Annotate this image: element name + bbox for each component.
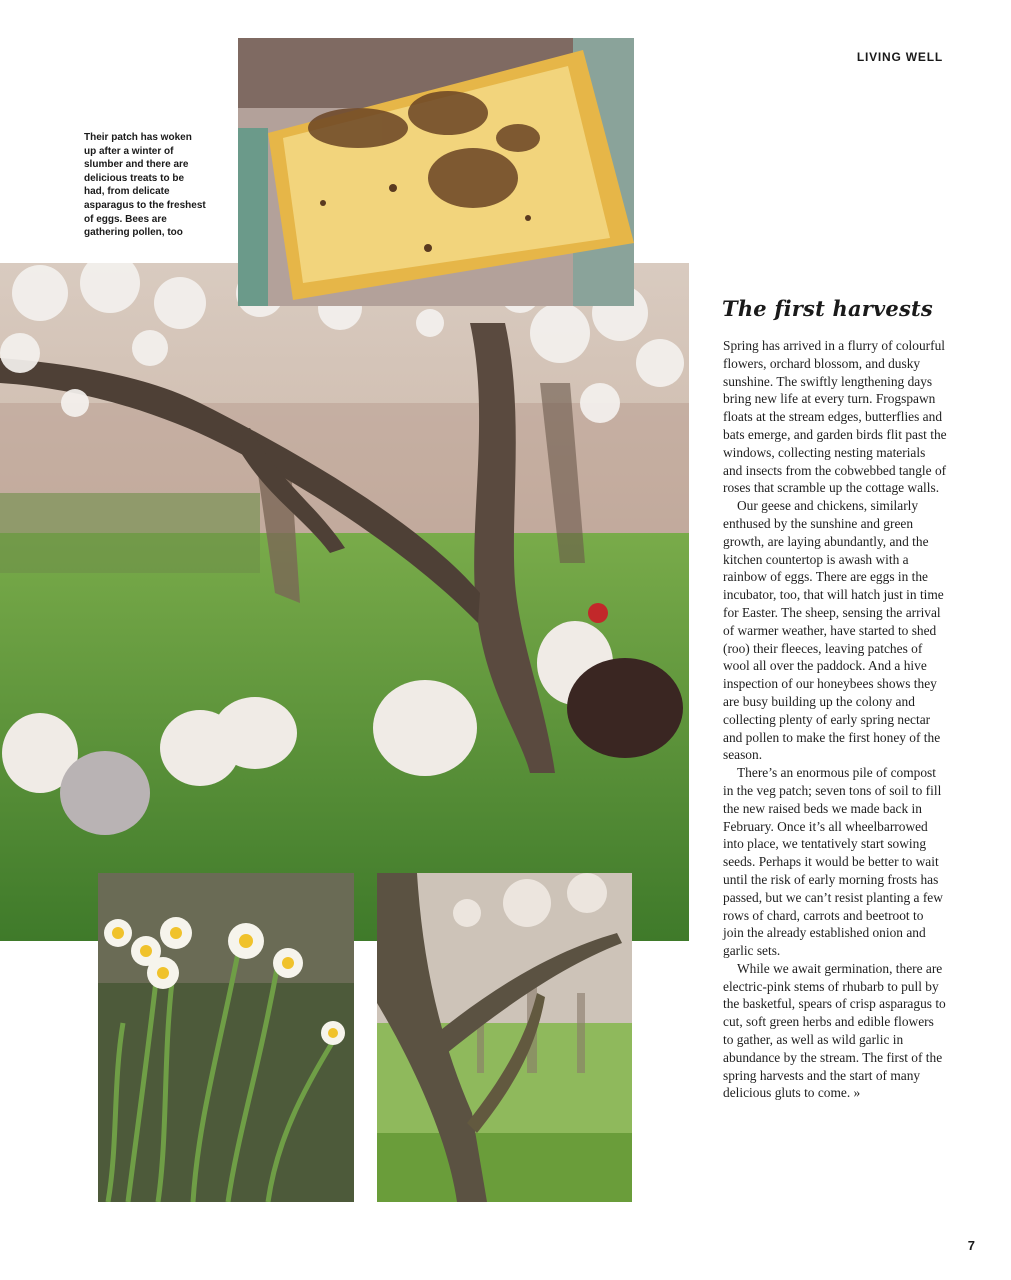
photo-caption: Their patch has woken up after a winter of slumber and there are delicious treats to be had, from delicate asparagus to the freshest of eggs. Bees are gathering pollen, too <box>84 132 206 239</box>
daffodils-photo <box>98 873 354 1202</box>
chickens-orchard-photo <box>0 263 689 941</box>
honeycomb-bees-photo <box>238 38 634 306</box>
section-label: LIVING WELL <box>856 50 943 64</box>
orchard-tree-photo <box>377 873 632 1202</box>
article-paragraph: There’s an enormous pile of compost in the veg patch; seven tons of soil to fill the new raised beds we made back in February. Once it’s all wheelbarrowed into place, we tentatively start sowing seeds. Perhaps it would be better to wait until the risk of early morning frosts has passed, but we can’t resist planting a few rows of chard, carrots and beetroot to join the already established onion and garlic sets. <box>723 765 943 959</box>
article-heading: The first harvests <box>722 296 933 321</box>
page-number: 7 <box>967 1238 975 1253</box>
article-paragraph: Spring has arrived in a flurry of colourful flowers, orchard blossom, and dusky sunshine. The swiftly lengthening days bring new life at every turn. Frogspawn floats at the stream edges, butterflies and bats emerge, and garden birds flit past the windows, collecting nesting materials and insects from the cobwebbed tangle of roses that scramble up the cottage walls. <box>723 338 947 496</box>
article-paragraph: Our geese and chickens, similarly enthused by the sunshine and green growth, are laying abundantly, and the kitchen countertop is awash with a rainbow of eggs. There are eggs in the incubator, too, that will hatch just in time for Easter. The sheep, sensing the arrival of warmer weather, have started to shed (roo) their fleeces, leaving patches of wool all over the paddock. And a hive inspection of our honeybees shows they are busy building up the colony and collecting plenty of early spring nectar and pollen to make the first honey of the season. <box>723 498 944 763</box>
article-body <box>723 337 947 1102</box>
article-paragraph: While we await germination, there are electric-pink stems of rhubarb to pull by the basketful, spears of crisp asparagus to cut, soft green herbs and edible flowers to gather, as well as wild garlic in abundance by the stream. The first of the spring harvests and the start of many delicious gluts to come. » <box>723 960 946 1101</box>
